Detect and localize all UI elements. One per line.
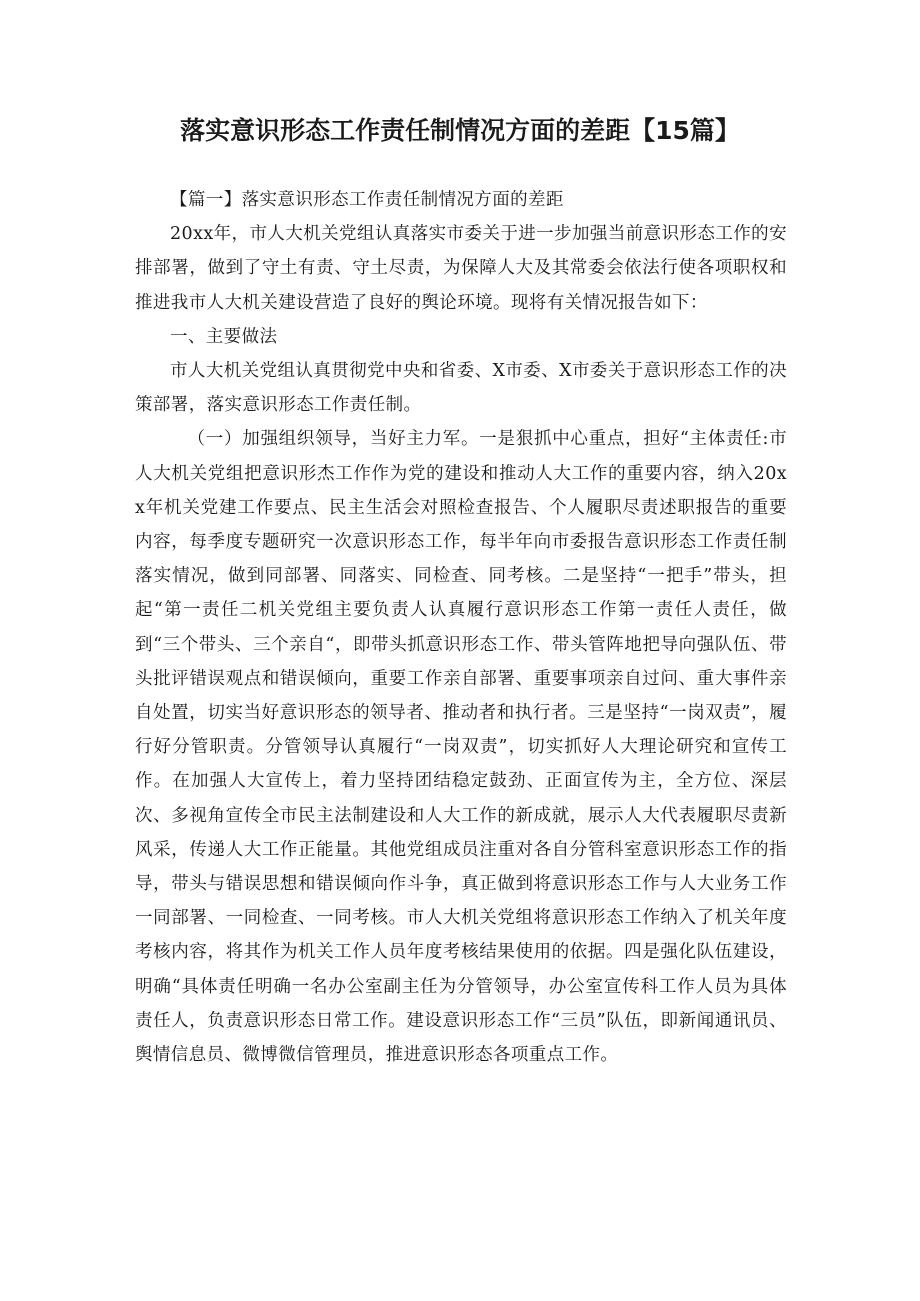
document-body — [135, 183, 787, 1072]
paragraph-intro: 20xx年，市人大机关党组认真落实市委关于进一步加强当前意识形态工作的安排部署，做到了守土有责、守土尽责，为保障人大及其常委会依法行使各项职权和推进我市人大机关建设营造了良好的舆论环境。现将有关情况报告如下： — [135, 224, 787, 313]
paragraph-overview: 市人大机关党组认真贯彻党中央和省委、X市委、X市委关于意识形态工作的决策部署，落实意识形态工作责任制。 — [135, 361, 787, 416]
heading-main-practices: 一、主要做法 — [170, 326, 278, 347]
document-title: 落实意识形态工作责任制情况方面的差距【15篇】 — [180, 116, 740, 145]
section-heading: 【篇一】落实意识形态工作责任制情况方面的差距 — [170, 190, 564, 210]
paragraph-organization-leadership: （一）加强组织领导，当好主力军。一是狠抓中心重点，担好“主体责任:市人大机关党组把意识形杰工作作为党的建设和推动人大工作的重要内容，纳入20xx年机关党建工作要点、民主生活会对照检查报告、个人履职尽责述职报告的重要内容，每季度专题研究一次意识形态工作，每半年向市委报告意识形态工作责任制落实情况，做到同部署、同落实、同检查、同考核。二是坚持“一把手”带头，担起“第一责任二机关党组主要负责人认真履行意识形态工作第一责任人责任，做到“三个带头、三个亲自“，即带头抓意识形态工作、带头管阵地把导向强队伍、带头批评错误观点和错误倾向，重要工作亲自部署、重要事项亲自过问、重大事件亲自处置，切实当好意识形态的领导者、推动者和执行者。三是坚持“一岗双责”，履行好分管职责。分管领导认真履行“一岗双责”，切实抓好人大理论研究和宣传工作。在加强人大宣传上，着力坚持团结稳定鼓劲、正面宣传为主，全方位、深层次、多视角宣传全市民主法制建设和人大工作的新成就，展示人大代表履职尽责新风采，传递人大工作正能量。其他党组成员注重对各自分管科室意识形态工作的指导，带头与错误思想和错误倾向作斗争，真正做到将意识形态工作与人大业务工作一同部署、一同检查、一同考核。市人大机关党组将意识形态工作纳入了机关年度考核内容，将其作为机关工作人员年度考核结果使用的依据。四是强化队伍建设，明确“具体责任明确一名办公室副主任为分管领导，办公室宣传科工作人员为具体责任人，负责意识形态日常工作。建设意识形态工作“三员”队伍，即新闻通讯员、舆情信息员、微博微信管理员，推进意识形态各项重点工作。 — [135, 429, 787, 1066]
